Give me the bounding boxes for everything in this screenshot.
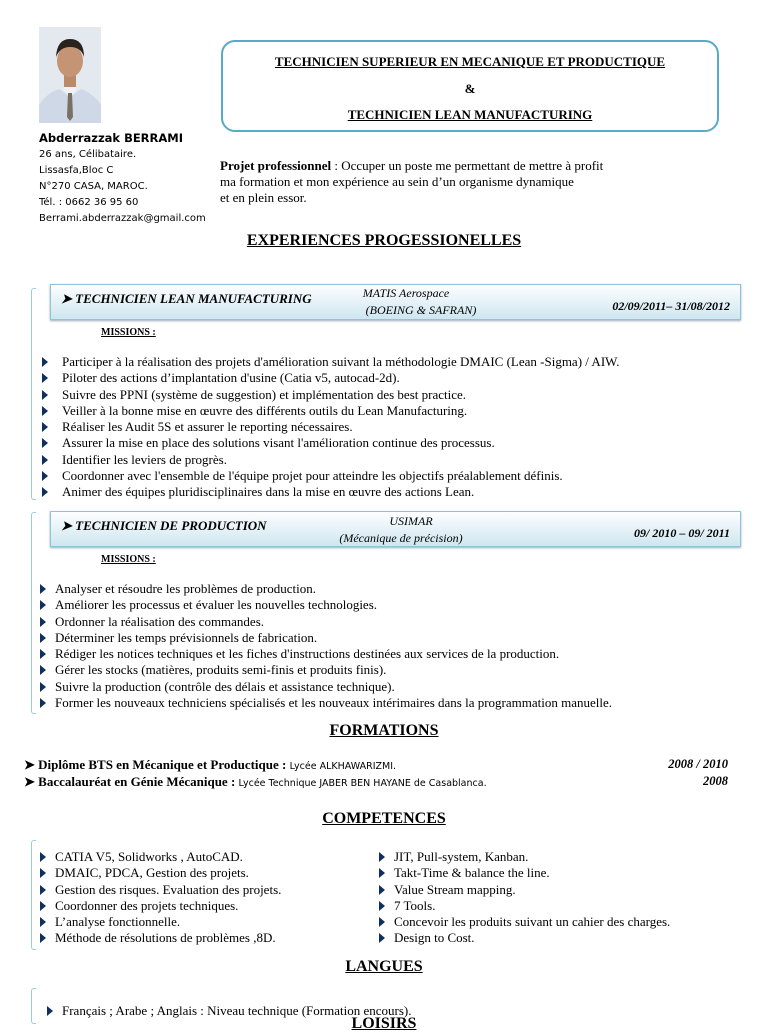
contact-info <box>39 131 206 227</box>
experience-2-company-detail: (Mécanique de précision) <box>339 531 463 545</box>
mission-item: Piloter des actions d’implantation d'usine (Catia v5, autocad-2d). <box>42 370 619 386</box>
experience-2-company: USIMAR <box>389 514 433 528</box>
experience-2-dates: 09/ 2010 – 09/ 2011 <box>633 526 730 540</box>
email: Berrami.abderrazzak@gmail.com <box>39 213 206 224</box>
formation-1-years: 2008 / 2010 <box>668 757 728 771</box>
competence-item: 7 Tools. <box>379 898 670 914</box>
project-text-1: : Occuper un poste me permettant de mettre à profit <box>331 158 604 173</box>
bullet-icon <box>42 422 48 432</box>
project-text-3: et en plein essor. <box>220 190 307 205</box>
competences-sidebar <box>31 840 36 950</box>
experience-1-job: ➤ TECHNICIEN LEAN MANUFACTURING <box>61 291 312 306</box>
experience-2-missions-label: MISSIONS : <box>101 554 156 565</box>
bullet-icon <box>40 868 46 878</box>
formation-2: ➤ Baccalauréat en Génie Mécanique : Lycée Technique JABER BEN HAYANE de Casablanca. <box>24 774 487 789</box>
mission-item: Identifier les leviers de progrès. <box>42 452 619 468</box>
experience-2-header <box>50 511 741 547</box>
bullet-icon <box>42 373 48 383</box>
experience-2-sidebar <box>31 512 36 714</box>
bullet-icon <box>40 649 46 659</box>
title-line-2: TECHNICIEN LEAN MANUFACTURING <box>347 107 593 122</box>
experience-2-job: ➤ TECHNICIEN DE PRODUCTION <box>61 518 267 533</box>
formation-1: ➤ Diplôme BTS en Mécanique et Productique : Lycée ALKHAWARIZMI. <box>24 757 397 772</box>
mission-item: Assurer la mise en place des solutions visant l'amélioration continue des processus. <box>42 435 619 451</box>
title-box <box>221 40 719 132</box>
section-experiences-heading: EXPERIENCES PROGESSIONELLES <box>246 232 522 249</box>
mission-item: Coordonner avec l'ensemble de l'équipe projet pour atteindre les objectifs préalablement définis. <box>42 468 619 484</box>
mission-item: Participer à la réalisation des projets d'amélioration suivant la méthodologie DMAIC (Lean -Sigma) / AIW. <box>42 354 619 370</box>
experience-1-missions-label: MISSIONS : <box>101 327 156 338</box>
competence-item: Méthode de résolutions de problèmes ,8D. <box>40 930 281 946</box>
mission-item: Former les nouveaux techniciens spécialisés et les nouveaux intérimaires dans la programmation manuelle. <box>40 695 612 711</box>
competence-item: Gestion des risques. Evaluation des projets. <box>40 882 281 898</box>
title-line-1: TECHNICIEN SUPERIEUR EN MECANIQUE ET PRODUCTIQUE <box>274 54 666 69</box>
mission-item: Rédiger les notices techniques et les fiches d'instructions destinées aux services de la production. <box>40 646 612 662</box>
mission-item: Ordonner la réalisation des commandes. <box>40 614 612 630</box>
competences-right-list <box>379 849 670 947</box>
competence-item: Value Stream mapping. <box>379 882 670 898</box>
bullet-icon <box>379 852 385 862</box>
section-competences-heading: COMPETENCES <box>322 810 446 827</box>
competence-item: Takt-Time & balance the line. <box>379 865 670 881</box>
bullet-icon <box>40 852 46 862</box>
bullet-icon <box>42 438 48 448</box>
phone: Tél. : 0662 36 95 60 <box>39 197 139 208</box>
section-formations-heading: FORMATIONS <box>329 722 439 739</box>
experience-1-dates: 02/09/2011– 31/08/2012 <box>612 299 730 313</box>
bullet-icon <box>379 901 385 911</box>
bullet-icon <box>42 390 48 400</box>
experience-1-company: MATIS Aerospace <box>362 286 450 300</box>
competence-item: DMAIC, PDCA, Gestion des projets. <box>40 865 281 881</box>
bullet-icon <box>40 665 46 675</box>
mission-item: Gérer les stocks (matières, produits semi-finis et produits finis). <box>40 662 612 678</box>
profile-photo <box>39 27 101 123</box>
bullet-icon <box>379 917 385 927</box>
section-loisirs-heading: LOISIRS <box>351 1015 417 1032</box>
bullet-icon <box>40 600 46 610</box>
bullet-icon <box>42 487 48 497</box>
experience-1-missions-list <box>42 354 619 501</box>
competences-left-list <box>40 849 281 947</box>
bullet-icon <box>40 698 46 708</box>
bullet-icon <box>379 933 385 943</box>
bullet-icon <box>42 406 48 416</box>
address-line-1: Lissasfa,Bloc C <box>39 165 114 176</box>
address-line-2: N°270 CASA, MAROC. <box>39 181 148 192</box>
experience-1-company-detail: (BOEING & SAFRAN) <box>365 303 477 317</box>
age-status: 26 ans, Célibataire. <box>39 149 137 160</box>
bullet-icon <box>40 901 46 911</box>
title-ampersand: & <box>464 81 476 96</box>
mission-item: Suivre la production (contrôle des délais et assistance technique). <box>40 679 612 695</box>
bullet-icon <box>42 471 48 481</box>
bullet-icon <box>40 617 46 627</box>
experience-1-header <box>50 284 741 320</box>
bullet-icon <box>42 357 48 367</box>
mission-item: Déterminer les temps prévisionnels de fabrication. <box>40 630 612 646</box>
mission-item: Veiller à la bonne mise en œuvre des différents outils du Lean Manufacturing. <box>42 403 619 419</box>
bullet-icon <box>379 868 385 878</box>
mission-item: Suivre des PPNI (système de suggestion) et implémentation des best practice. <box>42 387 619 403</box>
competence-item: CATIA V5, Solidworks , AutoCAD. <box>40 849 281 865</box>
experience-1-sidebar <box>31 288 36 500</box>
bullet-icon <box>40 682 46 692</box>
section-langues-heading: LANGUES <box>345 958 423 975</box>
mission-item: Analyser et résoudre les problèmes de production. <box>40 581 612 597</box>
competence-item: Design to Cost. <box>379 930 670 946</box>
bullet-icon <box>40 584 46 594</box>
bullet-icon <box>40 917 46 927</box>
experience-2-missions-list <box>40 581 612 711</box>
langues-item: Français ; Arabe ; Anglais : Niveau technique (Formation encours). <box>47 1003 411 1019</box>
project-label: Projet professionnel <box>220 158 332 173</box>
bullet-icon <box>40 933 46 943</box>
competence-item: L’analyse fonctionnelle. <box>40 914 281 930</box>
mission-item: Améliorer les processus et évaluer les nouvelles technologies. <box>40 597 612 613</box>
formation-2-years: 2008 <box>703 774 728 788</box>
competence-item: JIT, Pull-system, Kanban. <box>379 849 670 865</box>
bullet-icon <box>40 633 46 643</box>
bullet-icon <box>379 885 385 895</box>
project-text-2: ma formation et mon expérience au sein d’un organisme dynamique <box>220 174 574 189</box>
bullet-icon <box>42 455 48 465</box>
competence-item: Coordonner des projets techniques. <box>40 898 281 914</box>
candidate-name: Abderrazzak BERRAMI <box>39 131 184 145</box>
bullet-icon <box>40 885 46 895</box>
mission-item: Réaliser les Audit 5S et assurer le reporting nécessaires. <box>42 419 619 435</box>
competence-item: Concevoir les produits suivant un cahier des charges. <box>379 914 670 930</box>
professional-project <box>220 158 660 206</box>
mission-item: Animer des équipes pluridisciplinaires dans la mise en œuvre des actions Lean. <box>42 484 619 500</box>
